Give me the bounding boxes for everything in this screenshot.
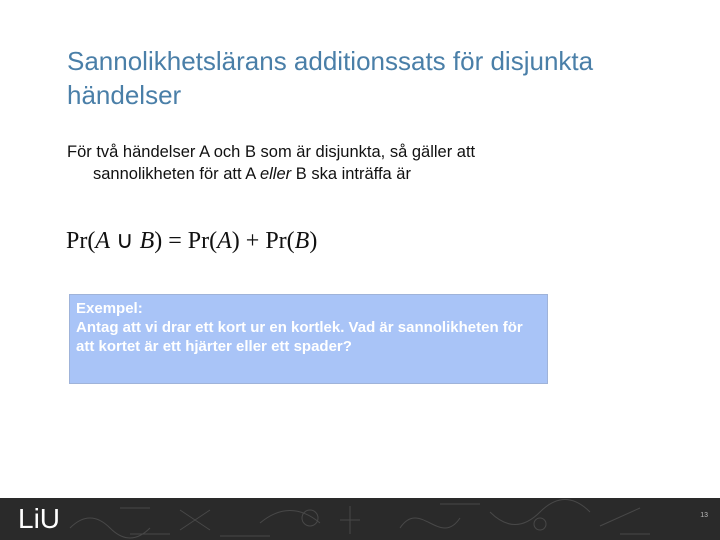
formula-cup: ∪ [110,228,140,254]
formula-b: B [139,228,155,254]
footer-bar [0,498,720,540]
formula-a: A [95,228,111,254]
body-line-1: För två händelser A och B som är disjunkta, så gäller att [67,143,476,161]
formula-pr1: Pr( [66,228,96,254]
body-line-2-post: B ska inträffa är [291,165,411,183]
body-paragraph [67,141,627,185]
liu-logo: LiU [18,503,61,534]
body-line-2-pre: sannolikheten för att A [93,165,260,183]
body-line-2 [67,163,627,185]
formula-a2: A [217,228,232,254]
formula-close-eq: ) = Pr( [154,228,218,254]
slide-title: Sannolikhetslärans additionssats för disjunkta händelser [67,46,594,110]
example-text: Antag att vi drar ett kort ur en kortlek. Vad är sannolikheten för att kortet är ett hjärter eller ett spader? [76,319,523,355]
example-title: Exempel: [76,300,143,317]
formula-b2: B [294,228,310,254]
emphasis-eller: eller [259,165,292,183]
decorative-formula-background [60,498,680,540]
page-number: 13 [700,512,708,519]
addition-formula [66,226,317,255]
example-box [69,294,548,384]
formula-end: ) [309,228,318,254]
formula-plus: ) + Pr( [231,228,295,254]
